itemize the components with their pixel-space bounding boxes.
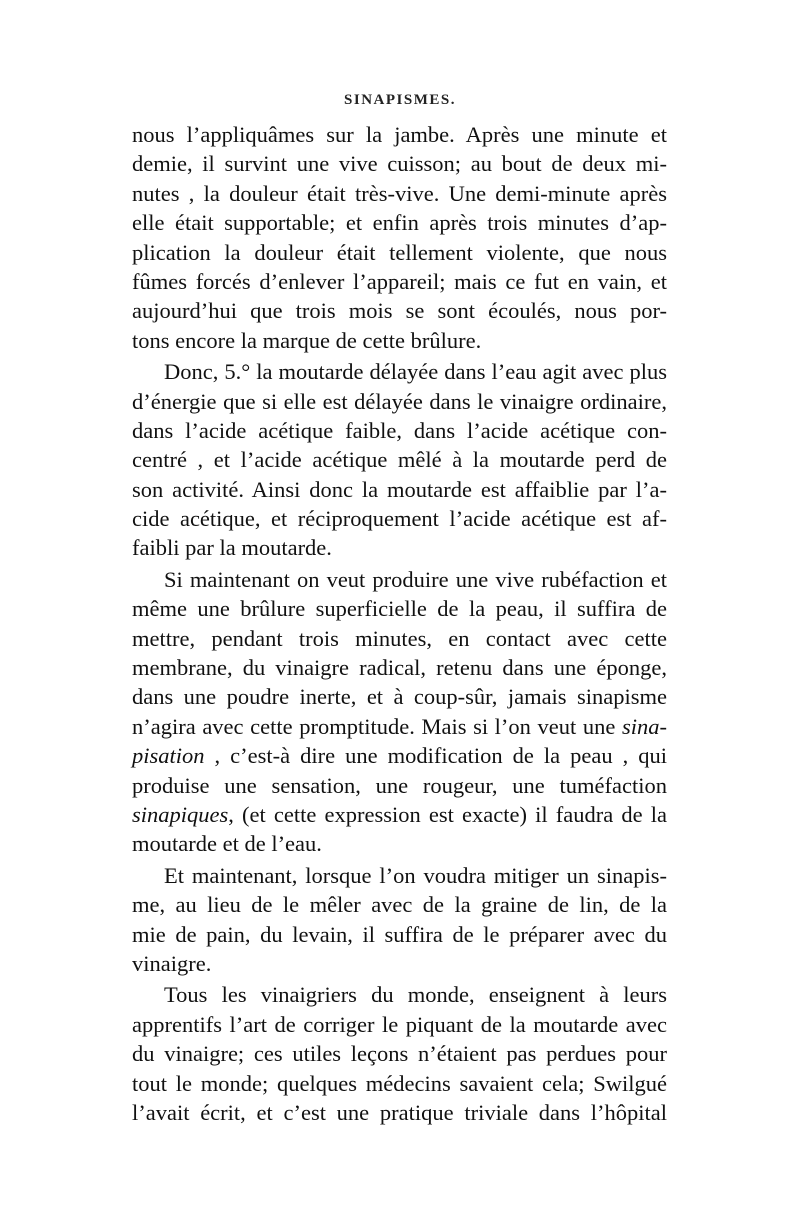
italic-word: sinapiques <box>132 801 229 827</box>
text-line: apprentifs l’art de corriger le piquant de la moutarde avec <box>132 1011 667 1037</box>
line-text: , c’est-à dire une modification de la peau , qui <box>204 743 667 769</box>
text-line: dans l’acide acétique faible, dans l’acide acétique con- <box>132 417 667 443</box>
text-line: cide acétique, et réciproquement l’acide acétique est af- <box>132 506 667 532</box>
text-line: son activité. Ainsi donc la moutarde est affaiblie par l’a- <box>132 476 667 502</box>
italic-word: sina- <box>622 713 668 739</box>
paragraph <box>132 861 667 979</box>
text-line: nous l’appliquâmes sur la jambe. Après une minute et <box>132 122 667 147</box>
text-line-with-italic <box>132 712 667 741</box>
text-line: nutes , la douleur était très-vive. Une demi-minute après <box>132 180 667 206</box>
text-line: demie, il survint une vive cuisson; au bout de deux mi- <box>132 151 667 177</box>
text-line: même une brûlure superficielle de la peau, il suffira de <box>132 596 667 622</box>
text-line: moutarde et de l’eau. <box>132 831 322 857</box>
text-line: tout le monde; quelques médecins savaient cela; Swilgué <box>132 1070 667 1096</box>
text-line: me, au lieu de le mêler avec de la graine de lin, de la <box>132 892 667 918</box>
text-line: faibli par la moutarde. <box>132 535 332 561</box>
text-line-with-italic <box>132 741 667 770</box>
text-line: tons encore la marque de cette brûlure. <box>132 327 482 353</box>
text-line: Donc, 5.° la moutarde délayée dans l’eau agit avec plus <box>164 359 667 385</box>
line-text: n’agira avec cette promptitude. Mais si l’on veut une <box>132 713 616 739</box>
text-line: du vinaigre; ces utiles leçons n’étaient pas perdues pour <box>132 1041 667 1067</box>
italic-word: pisation <box>132 743 205 769</box>
text-line: vinaigre. <box>132 950 212 976</box>
text-line: d’énergie que si elle est délayée dans le vinaigre ordinaire, <box>132 388 667 414</box>
body-text <box>132 120 667 1127</box>
text-line: elle était supportable; et enfin après trois minutes d’ap- <box>132 210 667 236</box>
text-line: l’avait écrit, et c’est une pratique triviale dans l’hôpital <box>132 1099 667 1125</box>
paragraph <box>132 357 667 563</box>
text-line: dans une poudre inerte, et à coup-sûr, jamais sinapisme <box>132 684 667 710</box>
text-line: fûmes forcés d’enlever l’appareil; mais ce fut en vain, et <box>132 268 667 294</box>
running-head: SINAPISMES. <box>344 92 456 108</box>
line-text: , (et cette expression est exacte) il faudra de la <box>228 801 667 827</box>
text-line-with-italic <box>132 800 667 829</box>
paragraph <box>132 980 667 1127</box>
text-line: Tous les vinaigriers du monde, enseignent à leurs <box>164 982 667 1008</box>
paragraph <box>132 120 667 355</box>
text-line: centré , et l’acide acétique mêlé à la moutarde perd de <box>132 447 667 473</box>
text-line: Si maintenant on veut produire une vive rubéfaction et <box>164 566 667 592</box>
text-line: mie de pain, du levain, il suffira de le préparer avec du <box>132 921 667 947</box>
text-line: produise une sensation, une rougeur, une tuméfaction <box>132 772 667 798</box>
text-line: Et maintenant, lorsque l’on voudra mitiger un sinapis- <box>164 862 667 888</box>
paragraph <box>132 565 667 859</box>
text-line: aujourd’hui que trois mois se sont écoulés, nous por- <box>132 298 667 324</box>
text-line: plication la douleur était tellement violente, que nous <box>132 239 667 265</box>
text-line: mettre, pendant trois minutes, en contact avec cette <box>132 625 667 651</box>
text-line: membrane, du vinaigre radical, retenu dans une éponge, <box>132 655 667 681</box>
